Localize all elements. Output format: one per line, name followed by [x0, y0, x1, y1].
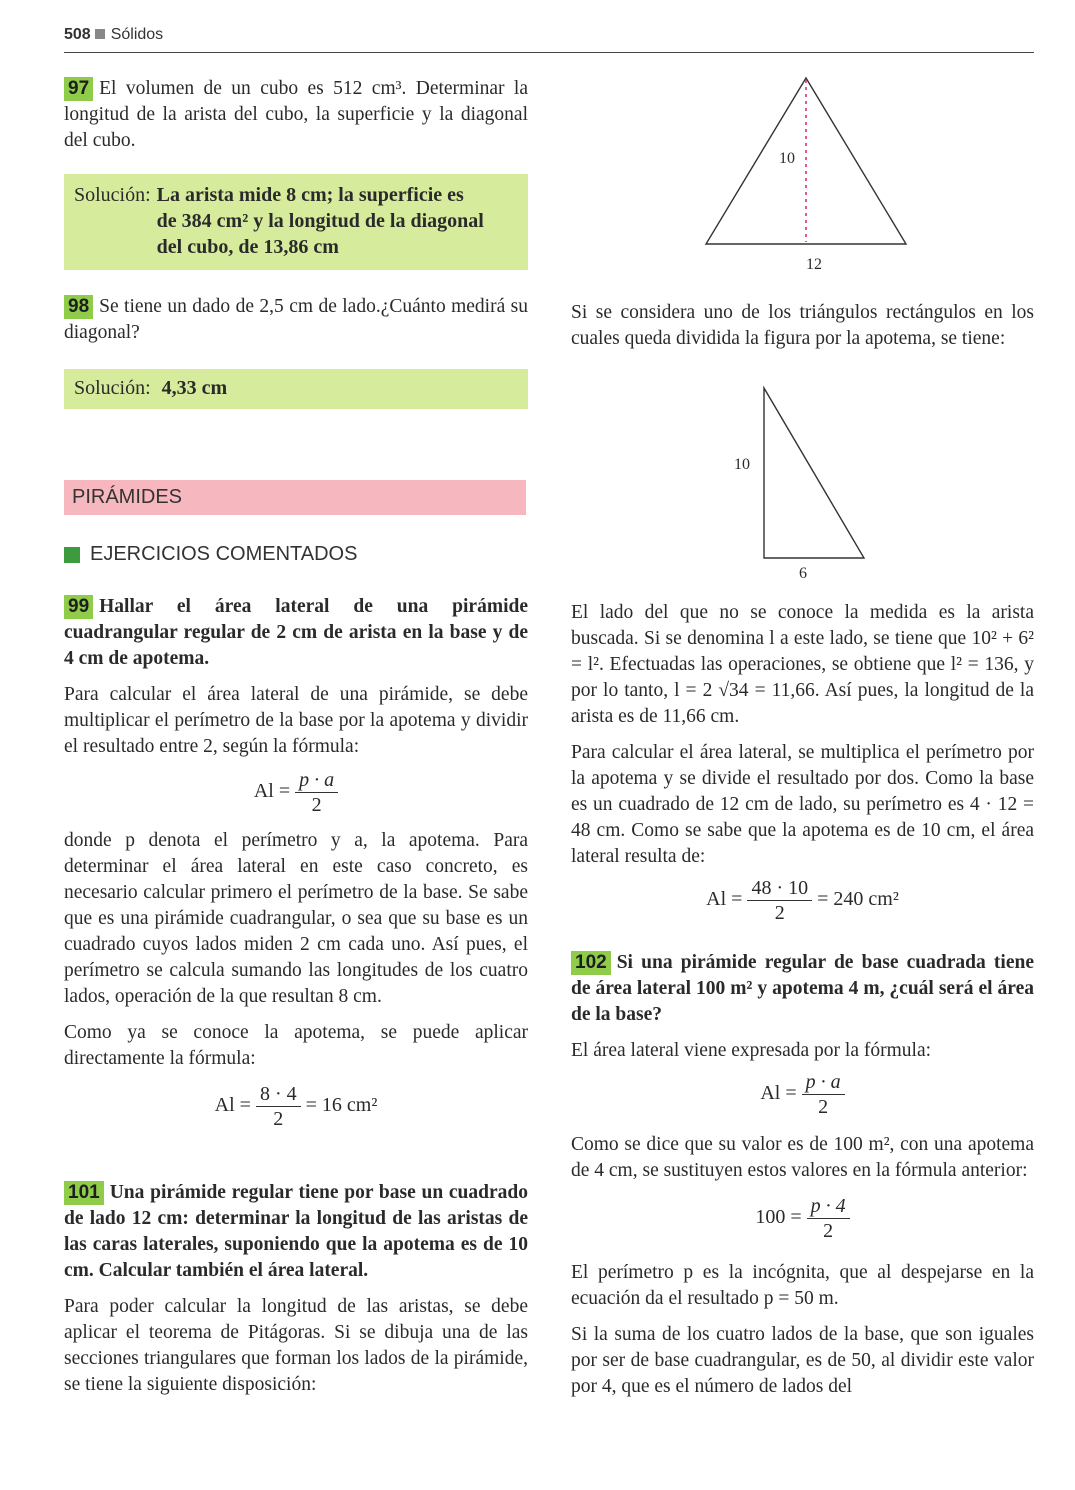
paragraph: Como ya se conoce la apotema, se puede aplicar directamente la fórmula:: [64, 1022, 528, 1069]
formula: [571, 1070, 1034, 1128]
triangle-height-label: 10: [779, 150, 795, 167]
right-triangle-figure: [752, 380, 882, 570]
running-title: Sólidos: [110, 26, 164, 43]
paragraph: Para calcular el área lateral de una pirámide, se debe multiplicar el perímetro de la base por la apotema y dividir el resultado entre 2, según la fórmula:: [64, 684, 528, 757]
solution-box-98: [64, 369, 528, 409]
exercise-number: 99: [64, 595, 93, 619]
exercise-title: Hallar el área lateral de una pirámide cuadrangular regular de 2 cm de arista en la base y de 4 cm de apotema.: [64, 596, 528, 669]
paragraph: El lado del que no se conoce la medida es la arista buscada. Si se denomina l a este lado, se tiene que 10² + 6² = l². Efectuadas las operaciones, se obtiene que l² = 136, y por lo tanto, l = 2 √34 = 11,66. Así pues, la longitud de la arista es de 11,66 cm.: [571, 602, 1034, 727]
formula: [571, 876, 1034, 936]
solution-value: 4,33 cm: [161, 377, 228, 399]
formula-numerator: p · a: [299, 769, 335, 791]
paragraph: donde p denota el perímetro y a, la apotema. Para determinar el área lateral en este caso concreto, es necesario calcular primero el perímetro de la base. Se sabe que es una pirámide cuadrangular, o sea que su base es un cuadrado cuyos lados miden 2 cm cada uno. Así pues, el perímetro se calcula sumando las longitudes de los cuatro lados, operación de la que resultan 8 cm.: [64, 830, 528, 1007]
solution-line-2: de 384 cm² y la longitud de la diagonal: [156, 210, 484, 232]
exercise-97: [64, 76, 528, 154]
formula-denominator: 2: [818, 1096, 829, 1118]
formula-denominator: 2: [823, 1220, 834, 1242]
formula-denominator: 2: [311, 794, 322, 816]
formula-lhs: Al =: [214, 1094, 251, 1117]
subsection-title: EJERCICIOS COMENTADOS: [90, 543, 358, 565]
solution-line-3: del cubo, de 13,86 cm: [156, 236, 339, 258]
paragraph: El perímetro p es la incógnita, que al despejarse en la ecuación da el resultado p = 50 m.: [571, 1262, 1034, 1309]
square-icon: [64, 547, 80, 563]
triangle-base-label: 12: [806, 256, 822, 273]
paragraph: Para calcular el área lateral, se multiplica el perímetro por la apotema y se divide el resultado por dos. Como la base es un cuadrado de 12 cm de lado, su perímetro es 4 · 12 = 48 cm. Como se sabe que la apotema es de 10 cm, el área lateral resulta de:: [571, 742, 1034, 867]
paragraph: Si se considera uno de los triángulos rectángulos en los cuales queda dividida la figura por la apotema, se tiene:: [571, 302, 1034, 349]
triangle-height-label: 10: [734, 456, 750, 473]
exercise-number: 101: [64, 1181, 104, 1205]
formula-lhs: Al =: [760, 1082, 797, 1105]
exercise-number: 102: [571, 951, 611, 975]
section-heading: PIRÁMIDES: [64, 480, 526, 515]
exercise-101: [64, 1180, 528, 1398]
page-number: 508: [64, 26, 91, 43]
formula-lhs: 100 =: [755, 1206, 802, 1229]
header-rule: [64, 52, 1034, 53]
formula-rhs: = 16 cm²: [305, 1094, 378, 1117]
exercise-number: 97: [64, 77, 93, 101]
triangle-base-label: 6: [799, 565, 807, 582]
exercise-99: [64, 594, 528, 1138]
formula-lhs: Al =: [706, 888, 743, 911]
formula-numerator: 48 · 10: [747, 876, 812, 901]
formula-rhs: = 240 cm²: [817, 888, 899, 911]
formula-numerator: 8 · 4: [256, 1082, 301, 1107]
paragraph: Si la suma de los cuatro lados de la base, que son iguales por ser de base cuadrangular, es de 50, al dividir este valor por 4, que es el número de lados del: [571, 1324, 1034, 1397]
exercise-98: [64, 294, 528, 346]
subsection-heading: [64, 543, 357, 566]
paragraph: Para poder calcular la longitud de las aristas, se debe aplicar el teorema de Pitágoras. Si se dibuja una de las secciones triangulares que forman los lados de la pirámide, se tiene la siguiente disposición:: [64, 1296, 528, 1395]
exercise-number: 98: [64, 295, 93, 319]
square-icon: [95, 29, 105, 39]
exercise-title: Una pirámide regular tiene por base un cuadrado de lado 12 cm: determinar la longitud de las aristas de las caras laterales, suponiendo que la apotema es de 10 cm. Calcular también el área lateral.: [64, 1182, 528, 1281]
exercise-text: El volumen de un cubo es 512 cm³. Determinar la longitud de la arista del cubo, la superficie y la diagonal del cubo.: [64, 78, 528, 151]
paragraph: Como se dice que su valor es de 100 m², con una apotema de 4 cm, se sustituyen estos valores en la fórmula anterior:: [571, 1134, 1034, 1181]
formula: [64, 1082, 528, 1138]
formula: [571, 1194, 1034, 1256]
solution-label: Solución:: [74, 377, 151, 399]
formula-numerator: p · 4: [810, 1195, 846, 1217]
exercise-title: Si una pirámide regular de base cuadrada tiene de área lateral 100 m² y apotema 4 m, ¿cuál será el área de la base?: [571, 952, 1034, 1025]
formula-denominator: 2: [273, 1108, 284, 1130]
page-header: [64, 26, 1034, 52]
formula-denominator: 2: [774, 902, 785, 924]
solution-label: Solución:: [74, 184, 151, 206]
exercise-102: [571, 950, 1034, 1400]
formula-numerator: p · a: [805, 1071, 841, 1093]
paragraph: El área lateral viene expresada por la fórmula:: [571, 1040, 932, 1061]
solution-line-1: La arista mide 8 cm; la superficie es: [156, 184, 464, 206]
isosceles-triangle-figure: [690, 72, 920, 282]
formula-lhs: Al =: [253, 780, 291, 803]
formula: [64, 768, 528, 824]
exercise-text: Se tiene un dado de 2,5 cm de lado.¿Cuánto medirá su diagonal?: [64, 296, 528, 343]
solution-box-97: [64, 174, 528, 270]
